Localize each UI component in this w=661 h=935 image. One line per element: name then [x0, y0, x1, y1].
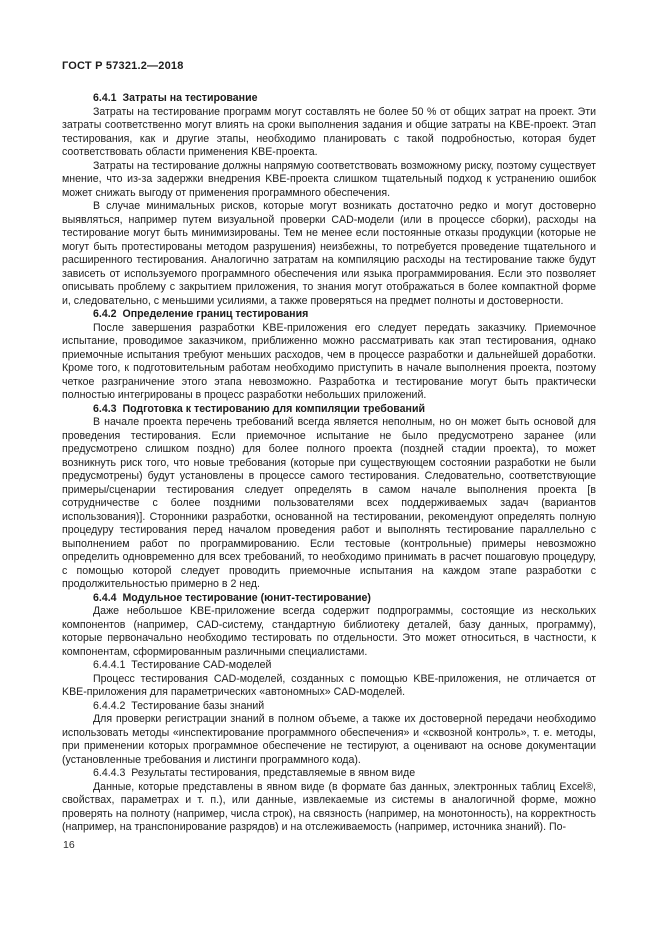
section-heading: 6.4.2 Определение границ тестирования [93, 308, 309, 320]
paragraph: Даже небольшое KBE-приложение всегда содержит подпрограммы, состоящие из нескольких компонентов (например, CAD-систему, стандартную библиотеку деталей, базу данных, программу), которые первоначально необходимо тестировать по отдельности. Это может относиться, в частности, к компонентам, сформированным различными специалистами. [62, 605, 596, 658]
subsection-heading: 6.4.4.3 Результаты тестирования, представляемые в явном виде [93, 767, 416, 779]
section-heading: 6.4.3 Подготовка к тестированию для компиляции требований [93, 402, 425, 415]
section-heading: 6.4.4 Модульное тестирование (юнит-тестирование) [93, 591, 371, 604]
paragraph: После завершения разработки KBE-приложения его следует передать заказчику. Приемочное испытание, проводимое заказчиком, приближенно можно рассматривать как этап тестирования, однако приемочные испытания требуют меньших расходов, чем в процессе разработки и дальнейшей доработки. Кроме того, к подготовительным работам необходимо приступить в начале выполнения проекта, поэтому четкое разграничение этого этапа невозможно. Разработка и тестирование могут быть практически полностью интегрированы в процесс разработки небольших приложений. [62, 321, 596, 401]
paragraph: В случае минимальных рисков, которые могут возникать достаточно редко и могут достоверно выявляться, например путем визуальной проверки CAD-модели (или в процессе сборки), расходы на тестирование могут быть минимизированы. Тем не менее если постоянные отказы продукции (которые не могут быть протестированы методом разрушения) неизбежны, то потребуется проведение тщательного и расширенного тестирования. Аналогично затратам на компиляцию расходы на тестирование также будут зависеть от используемого программного обеспечения или языка программирования. Если это позволяет описывать проблему с закрытием приложения, то знания могут отображаться в более компактной форме и, следовательно, с меньшими усилиями, а также проверяться на предмет полноты и достоверности. [62, 200, 596, 307]
page-number: 16 [63, 839, 75, 851]
document-body [62, 92, 596, 835]
paragraph: Для проверки регистрации знаний в полном объеме, а также их достоверной передачи необходимо использовать методы «инспектирование программного обеспечения» и «сквозной контроль», т. е. методы, при применении которых программное обеспечение не тестируют, а оценивают на основе документации (установленные требования и листинги программного кода). [62, 713, 596, 766]
subsection-heading: 6.4.4.1 Тестирование CAD-моделей [93, 659, 272, 671]
section-heading: 6.4.1 Затраты на тестирование [93, 92, 258, 104]
paragraph: Процесс тестирования CAD-моделей, созданных с помощью KBE-приложения, не отличается от KBE-приложения для параметрических «автономных» CAD-моделей. [62, 672, 596, 698]
running-header: ГОСТ Р 57321.2—2018 [62, 60, 184, 72]
paragraph: Затраты на тестирование программ могут составлять не более 50 % от общих затрат на проект. Эти затраты соответственно могут влиять на сроки выполнения задания и общие затраты на KBE-проект. Этап тестирования, как и другие этапы, необходимо планировать с такой подробностью, которая будет соответствовать области применения KBE-проекта. [62, 105, 596, 158]
subsection-heading: 6.4.4.2 Тестирование базы знаний [93, 699, 265, 712]
paragraph: В начале проекта перечень требований всегда является неполным, но он может быть основой для проведения тестирования. Если приемочное испытание не было предусмотрено заранее (или предусмотрено слишком поздно) для более полного проекта (поздней стадии проекта), то может возникнуть риск того, что новые требования (которые при существующем состоянии разработки не были предусмотрены) будут установлены в процессе самого тестирования. Следовательно, соответствующие примеры/сценарии тестирования следует определять в самом начале выполнения проекта [в сотрудничестве с более поздними пользователями всех поддерживаемых задач (вариантов использования)]. Сторонники разработки, основанной на тестировании, рекомендуют определять полную процедуру тестирования перед началом проведения работ и выполнять тестирование параллельно с выполнением работ по программированию. Если тестовые (контрольные) примеры невозможно определить одновременно для всех требований, то необходимо принимать в расчет пошаговую процедуру, с помощью которой следует проводить приемочные испытания на каждом этапе разработки с продолжительностью примерно в 2 нед. [62, 416, 596, 590]
paragraph: Данные, которые представлены в явном виде (в формате баз данных, электронных таблиц Excel®, свойствах, параметрах и т. п.), или данные, извлекаемые из системы в аналогичной форме, можно проверять на полноту (например, числа строк), на связность (например, на монотонность), на корректность (например, на транспонирование разрядов) и на отслеживаемость (например, источника знаний). По- [62, 780, 596, 833]
paragraph: Затраты на тестирование должны напрямую соответствовать возможному риску, поэтому существует мнение, что из-за задержки внедрения KBE-проекта слишком тщательный подход к устранению ошибок может снижать выгоду от применения программного обеспечения. [62, 159, 596, 199]
